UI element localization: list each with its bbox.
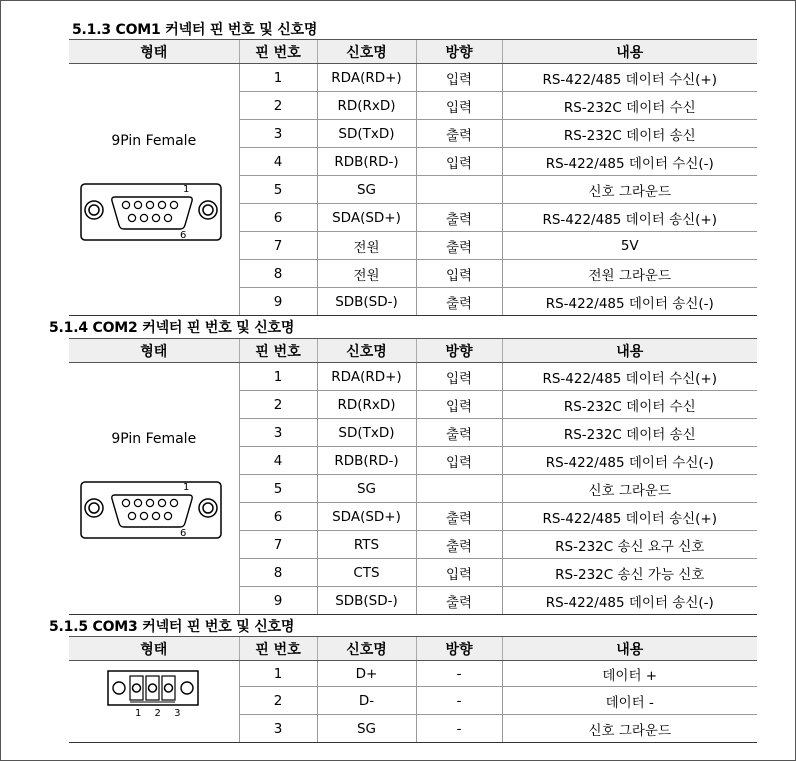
header-description: 내용 <box>502 339 757 363</box>
section-title-com2: 5.1.4 COM2 커넥터 핀 번호 및 신호명 <box>49 320 295 336</box>
cell-pin: 4 <box>239 447 317 475</box>
header-direction: 방향 <box>416 637 502 661</box>
pin-1-marker: 1 <box>183 482 190 493</box>
cell-direction: 출력 <box>416 120 502 148</box>
cell-direction: 출력 <box>416 419 502 447</box>
cell-pin: 2 <box>239 687 317 715</box>
form-cell <box>69 64 239 316</box>
cell-description: RS-422/485 데이터 송신(+) <box>502 503 757 531</box>
cell-pin: 3 <box>239 120 317 148</box>
header-signal: 신호명 <box>317 339 416 363</box>
cell-direction: 출력 <box>416 232 502 260</box>
cell-signal: SG <box>317 715 416 743</box>
cell-signal: RDA(RD+) <box>317 64 416 92</box>
cell-pin: 3 <box>239 419 317 447</box>
cell-direction: - <box>416 687 502 715</box>
form-cell <box>69 363 239 615</box>
header-form: 형태 <box>69 339 239 363</box>
cell-description: RS-232C 송신 요구 신호 <box>502 531 757 559</box>
pin-6-marker: 6 <box>180 230 187 241</box>
cell-description: 신호 그라운드 <box>502 176 757 204</box>
cell-description: RS-422/485 데이터 수신(-) <box>502 148 757 176</box>
cell-signal: RD(RxD) <box>317 92 416 120</box>
cell-pin: 2 <box>239 391 317 419</box>
db9-connector-icon <box>79 179 225 249</box>
cell-pin: 4 <box>239 148 317 176</box>
connector-type-label: 9Pin Female <box>111 431 197 447</box>
section-title-com3: 5.1.5 COM3 커넥터 핀 번호 및 신호명 <box>49 619 295 635</box>
cell-direction: 입력 <box>416 64 502 92</box>
pin-table-com1 <box>69 39 757 316</box>
cell-direction: 입력 <box>416 148 502 176</box>
cell-description: RS-232C 데이터 송신 <box>502 120 757 148</box>
cell-pin: 6 <box>239 503 317 531</box>
cell-signal: D+ <box>317 661 416 687</box>
section-title-com1: 5.1.3 COM1 커넥터 핀 번호 및 신호명 <box>72 22 318 38</box>
cell-pin: 7 <box>239 531 317 559</box>
cell-description: RS-422/485 데이터 송신(-) <box>502 288 757 316</box>
header-pin: 핀 번호 <box>239 40 317 64</box>
cell-signal: 전원 <box>317 232 416 260</box>
cell-pin: 8 <box>239 559 317 587</box>
cell-direction: 입력 <box>416 559 502 587</box>
cell-description: RS-422/485 데이터 송신(+) <box>502 204 757 232</box>
cell-signal: SG <box>317 475 416 503</box>
cell-pin: 8 <box>239 260 317 288</box>
header-form: 형태 <box>69 637 239 661</box>
cell-direction: 입력 <box>416 260 502 288</box>
header-pin: 핀 번호 <box>239 339 317 363</box>
cell-direction: 입력 <box>416 92 502 120</box>
cell-signal: RDB(RD-) <box>317 148 416 176</box>
cell-signal: SG <box>317 176 416 204</box>
cell-direction: 입력 <box>416 391 502 419</box>
cell-direction: 출력 <box>416 531 502 559</box>
cell-direction: 출력 <box>416 503 502 531</box>
header-description: 내용 <box>502 40 757 64</box>
terminal-pin-numbers: 1 2 3 <box>135 708 186 719</box>
header-signal: 신호명 <box>317 40 416 64</box>
cell-signal: SDA(SD+) <box>317 503 416 531</box>
cell-pin: 5 <box>239 475 317 503</box>
cell-signal: SDB(SD-) <box>317 288 416 316</box>
db9-connector-icon <box>79 477 225 547</box>
cell-description: RS-422/485 데이터 수신(+) <box>502 363 757 391</box>
cell-pin: 9 <box>239 587 317 615</box>
pin-table-com2 <box>69 338 757 615</box>
cell-direction: 입력 <box>416 363 502 391</box>
cell-signal: RD(RxD) <box>317 391 416 419</box>
cell-direction: 입력 <box>416 447 502 475</box>
cell-pin: 2 <box>239 92 317 120</box>
form-cell <box>69 661 239 743</box>
header-form: 형태 <box>69 40 239 64</box>
cell-signal: SD(TxD) <box>317 120 416 148</box>
header-description: 내용 <box>502 637 757 661</box>
cell-signal: RDA(RD+) <box>317 363 416 391</box>
connector-type-label: 9Pin Female <box>111 133 197 149</box>
cell-pin: 7 <box>239 232 317 260</box>
cell-description: RS-422/485 데이터 수신(+) <box>502 64 757 92</box>
cell-direction: 출력 <box>416 288 502 316</box>
cell-direction: 출력 <box>416 204 502 232</box>
cell-description: 신호 그라운드 <box>502 715 757 743</box>
cell-direction: - <box>416 715 502 743</box>
cell-description: RS-422/485 데이터 수신(-) <box>502 447 757 475</box>
cell-signal: SDA(SD+) <box>317 204 416 232</box>
cell-description: RS-422/485 데이터 송신(-) <box>502 587 757 615</box>
cell-direction <box>416 475 502 503</box>
header-signal: 신호명 <box>317 637 416 661</box>
cell-description: RS-232C 데이터 수신 <box>502 391 757 419</box>
header-direction: 방향 <box>416 339 502 363</box>
cell-direction <box>416 176 502 204</box>
cell-description: RS-232C 송신 가능 신호 <box>502 559 757 587</box>
table-row <box>69 363 757 391</box>
cell-description: RS-232C 데이터 송신 <box>502 419 757 447</box>
cell-signal: SD(TxD) <box>317 419 416 447</box>
cell-pin: 6 <box>239 204 317 232</box>
cell-signal: RDB(RD-) <box>317 447 416 475</box>
cell-signal: CTS <box>317 559 416 587</box>
cell-signal: SDB(SD-) <box>317 587 416 615</box>
cell-direction: - <box>416 661 502 687</box>
cell-signal: D- <box>317 687 416 715</box>
table-row <box>69 661 757 687</box>
header-direction: 방향 <box>416 40 502 64</box>
cell-pin: 9 <box>239 288 317 316</box>
cell-signal: 전원 <box>317 260 416 288</box>
cell-description: 데이터 - <box>502 687 757 715</box>
header-pin: 핀 번호 <box>239 637 317 661</box>
pin-6-marker: 6 <box>180 528 187 539</box>
cell-pin: 1 <box>239 661 317 687</box>
cell-description: RS-232C 데이터 수신 <box>502 92 757 120</box>
pin-table-com3 <box>69 636 757 743</box>
cell-direction: 출력 <box>416 587 502 615</box>
cell-pin: 1 <box>239 64 317 92</box>
table-row <box>69 64 757 92</box>
cell-pin: 5 <box>239 176 317 204</box>
terminal-block-connector-icon <box>106 669 202 721</box>
cell-signal: RTS <box>317 531 416 559</box>
cell-description: 데이터 + <box>502 661 757 687</box>
cell-description: 전원 그라운드 <box>502 260 757 288</box>
cell-description: 5V <box>502 232 757 260</box>
pin-1-marker: 1 <box>183 184 190 195</box>
cell-pin: 1 <box>239 363 317 391</box>
cell-description: 신호 그라운드 <box>502 475 757 503</box>
cell-pin: 3 <box>239 715 317 743</box>
